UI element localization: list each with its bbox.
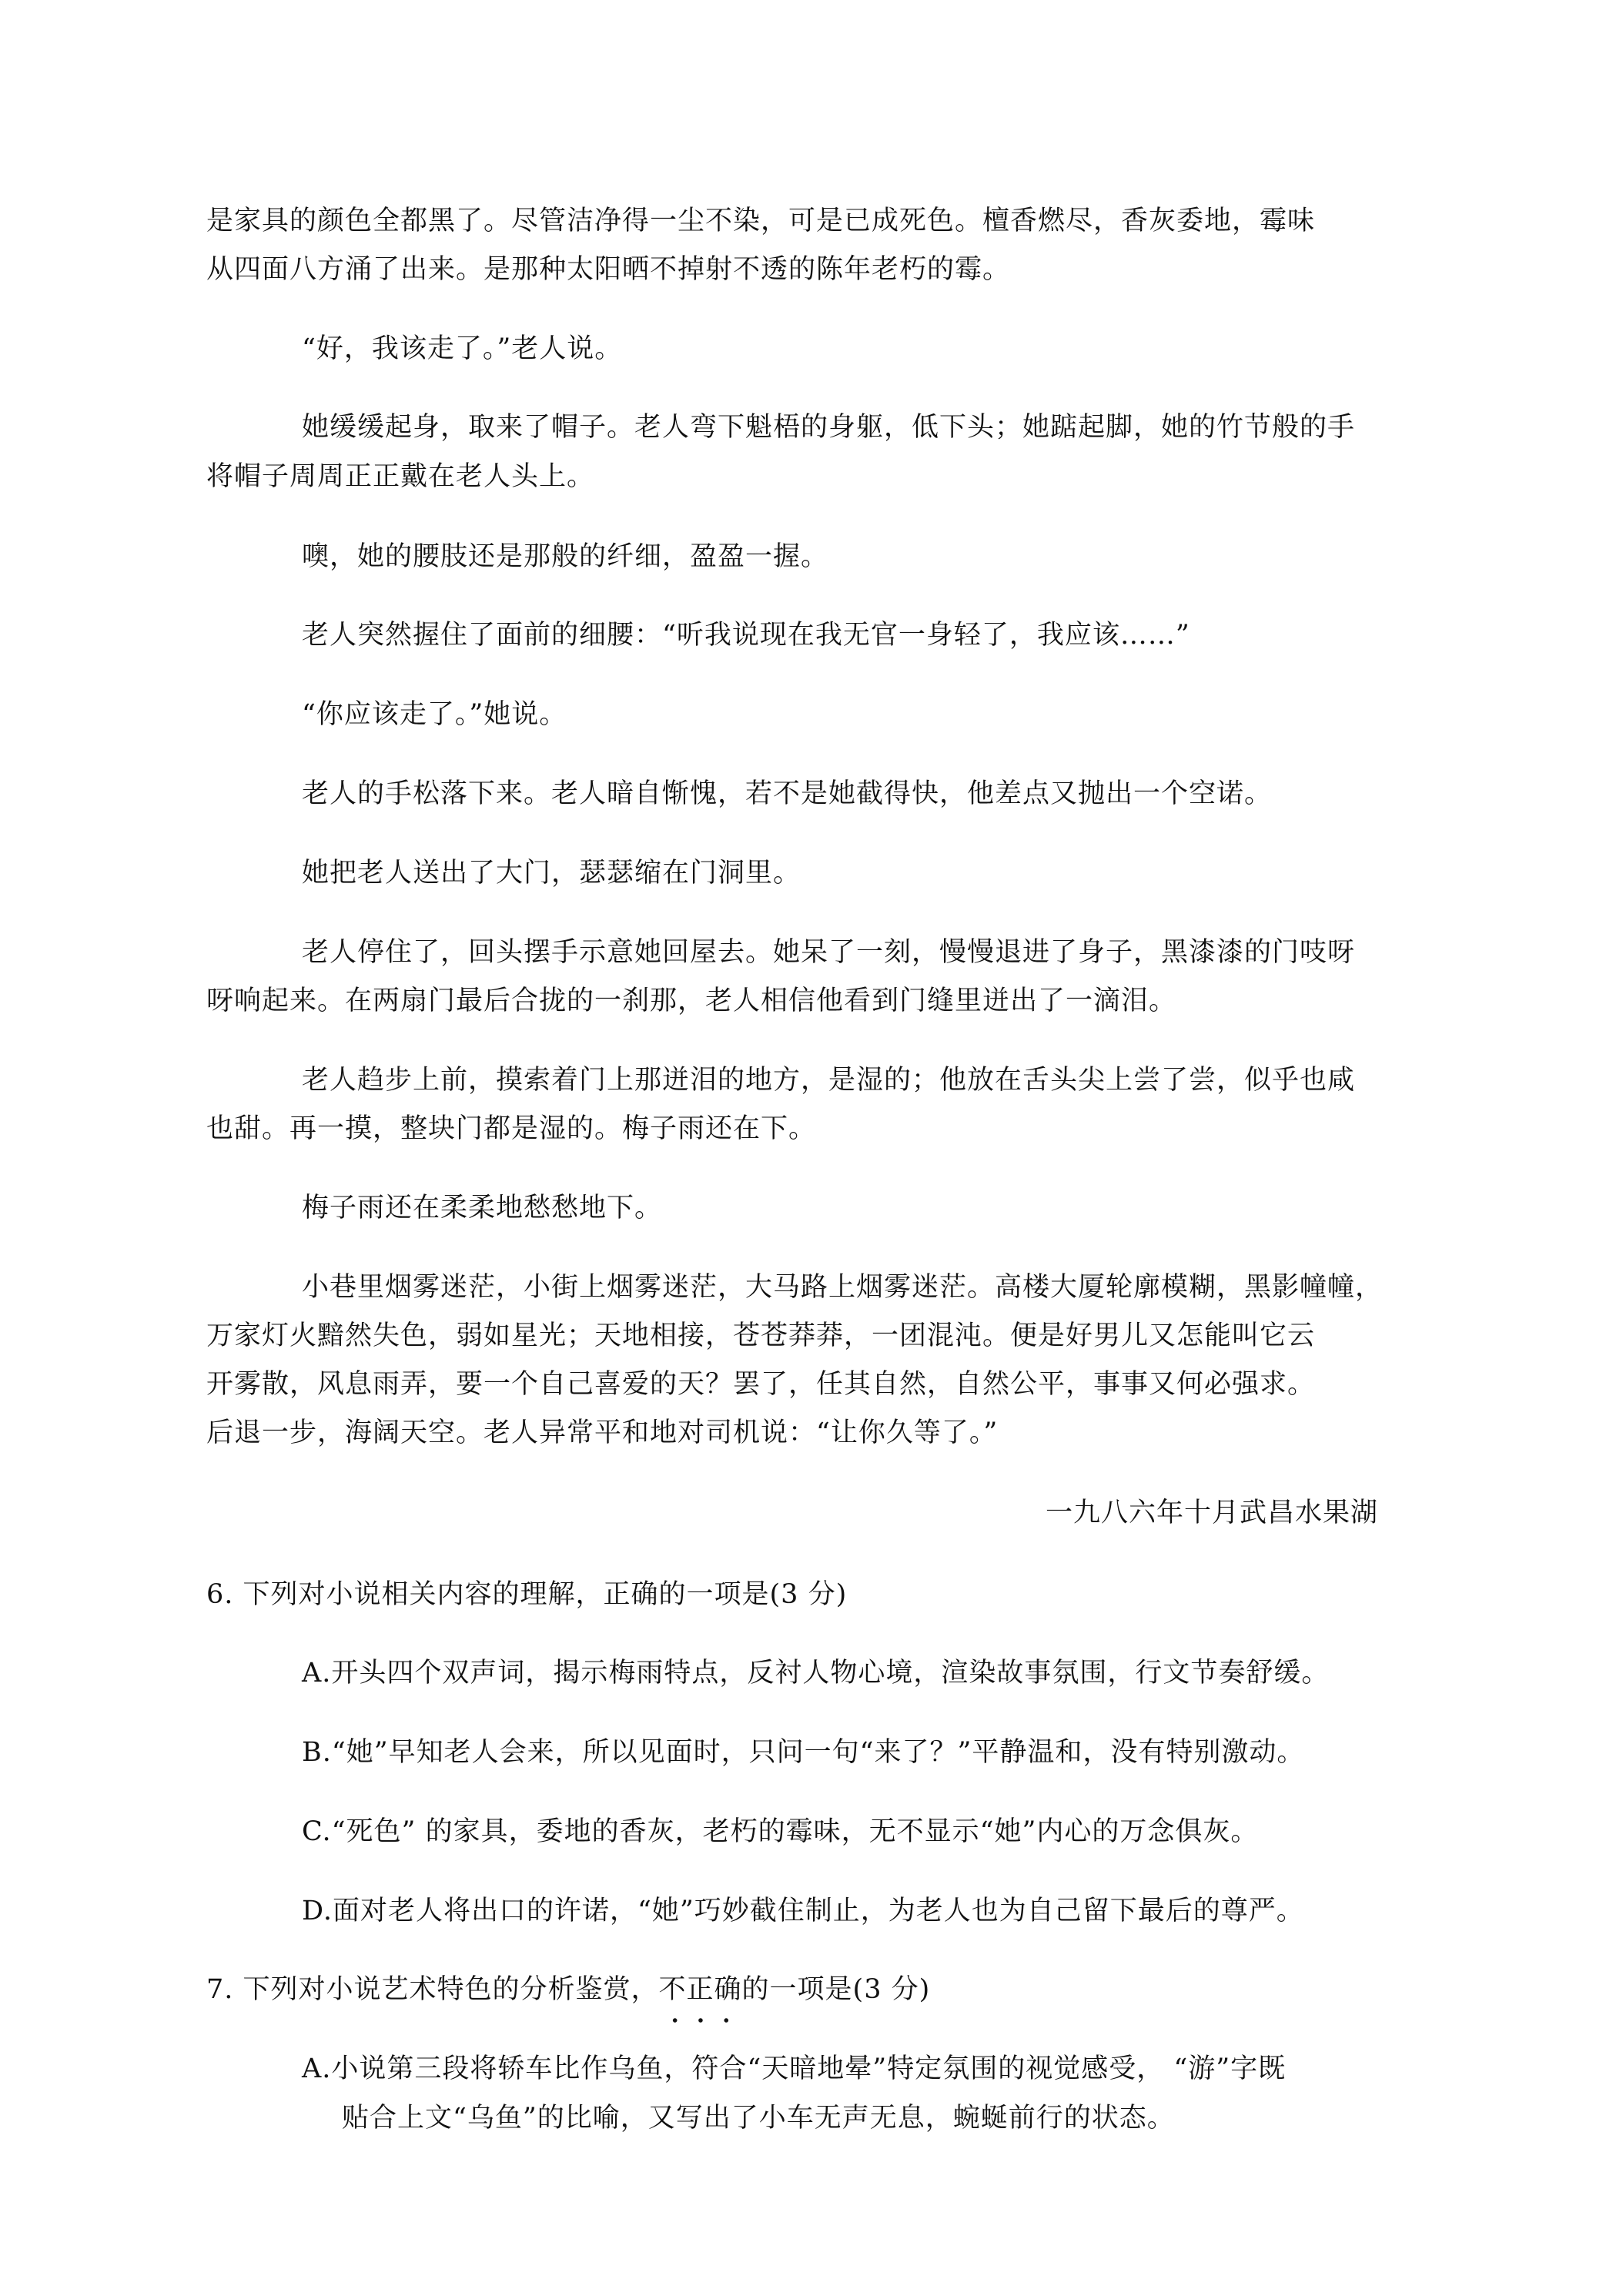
passage-p3-line2: 将帽子周周正正戴在老人头上。 [206,461,595,492]
passage-p12-line2: 万家灯火黯然失色，弱如星光；天地相接，苍苍莽莽，一团混沌。便是好男儿又怎能叫它云 [206,1320,1316,1351]
passage-p1-line1: 是家具的颜色全都黑了。尽管洁净得一尘不染，可是已成死色。檀香燃尽，香灰委地，霉味 [206,206,1316,236]
question-6-option-a: A.开头四个双声词，揭示梅雨特点，反衬人物心境，渲染故事氛围，行文节奏舒缓。 [302,1658,1330,1689]
passage-p12-line4: 后退一步，海阔天空。老人异常平和地对司机说：“让你久等了。” [206,1417,999,1448]
passage-p3-line1: 她缓缓起身，取来了帽子。老人弯下魁梧的身躯，低下头；她踮起脚，她的竹节般的手 [302,412,1356,443]
passage-p2: “好，我该走了。”老人说。 [302,333,623,364]
question-7-option-a-line2: 贴合上文“乌鱼”的比喻，又写出了小车无声无息，蜿蜒前行的状态。 [342,2103,1175,2134]
passage-p10-line2: 也甜。再一摸，整块门都是湿的。梅子雨还在下。 [206,1113,817,1144]
question-7-stem-before: 7. 下列对小说艺术特色的分析鉴赏， [206,1974,659,2005]
passage-p8: 她把老人送出了大门，瑟瑟缩在门洞里。 [302,858,801,889]
passage-p7: 老人的手松落下来。老人暗自惭愧，若不是她截得快，他差点又抛出一个空诺。 [302,778,1273,809]
passage-p1-line2: 从四面八方涌了出来。是那种太阳晒不掉射不透的陈年老朽的霉。 [206,254,1011,285]
passage-p6: “你应该走了。”她说。 [302,699,567,730]
question-7-stem-after: 的一项是(3 分) [741,1974,931,2005]
passage-p10-line1: 老人趋步上前，摸索着门上那迸泪的地方，是湿的；他放在舌头尖上尝了尝，似乎也咸 [302,1065,1356,1096]
passage-p9-line1: 老人停住了，回头摆手示意她回屋去。她呆了一刻，慢慢退进了身子，黑漆漆的门吱呀 [302,937,1356,968]
question-6-option-d: D.面对老人将出口的许诺，“她”巧妙截住制止，为老人也为自己留下最后的尊严。 [302,1896,1304,1926]
question-6-option-b: B.“她”早知老人会来，所以见面时，只问一句“来了？”平静温和，没有特别激动。 [302,1737,1305,1768]
passage-p4: 噢，她的腰肢还是那般的纤细，盈盈一握。 [302,541,829,572]
question-6-stem: 6. 下列对小说相关内容的理解，正确的一项是(3 分) [206,1579,848,1610]
passage-p12-line3: 开雾散，风息雨弄，要一个自己喜爱的天？罢了，任其自然，自然公平，事事又何必强求。 [206,1369,1316,1400]
question-7-emphasis: 不正确 [659,1970,742,2009]
question-7-option-a-line1: A.小说第三段将轿车比作乌鱼，符合“天暗地晕”特定氛围的视觉感受， “游”字既 [302,2053,1287,2084]
passage-p5: 老人突然握住了面前的细腰：“听我说现在我无官一身轻了，我应该……” [302,620,1190,651]
passage-p12-line1: 小巷里烟雾迷茫，小街上烟雾迷茫，大马路上烟雾迷茫。高楼大厦轮廓模糊，黑影幢幢， [302,1272,1384,1303]
question-7-stem [206,1970,930,2009]
passage-p11: 梅子雨还在柔柔地愁愁地下。 [302,1193,663,1223]
passage-signature: 一九八六年十月武昌水果湖 [1045,1498,1378,1528]
question-6-option-c: C.“死色” 的家具，委地的香灰，老朽的霉味，无不显示“她”内心的万念俱灰。 [302,1816,1259,1847]
passage-p9-line2: 呀响起来。在两扇门最后合拢的一刹那，老人相信他看到门缝里迸出了一滴泪。 [206,986,1177,1016]
